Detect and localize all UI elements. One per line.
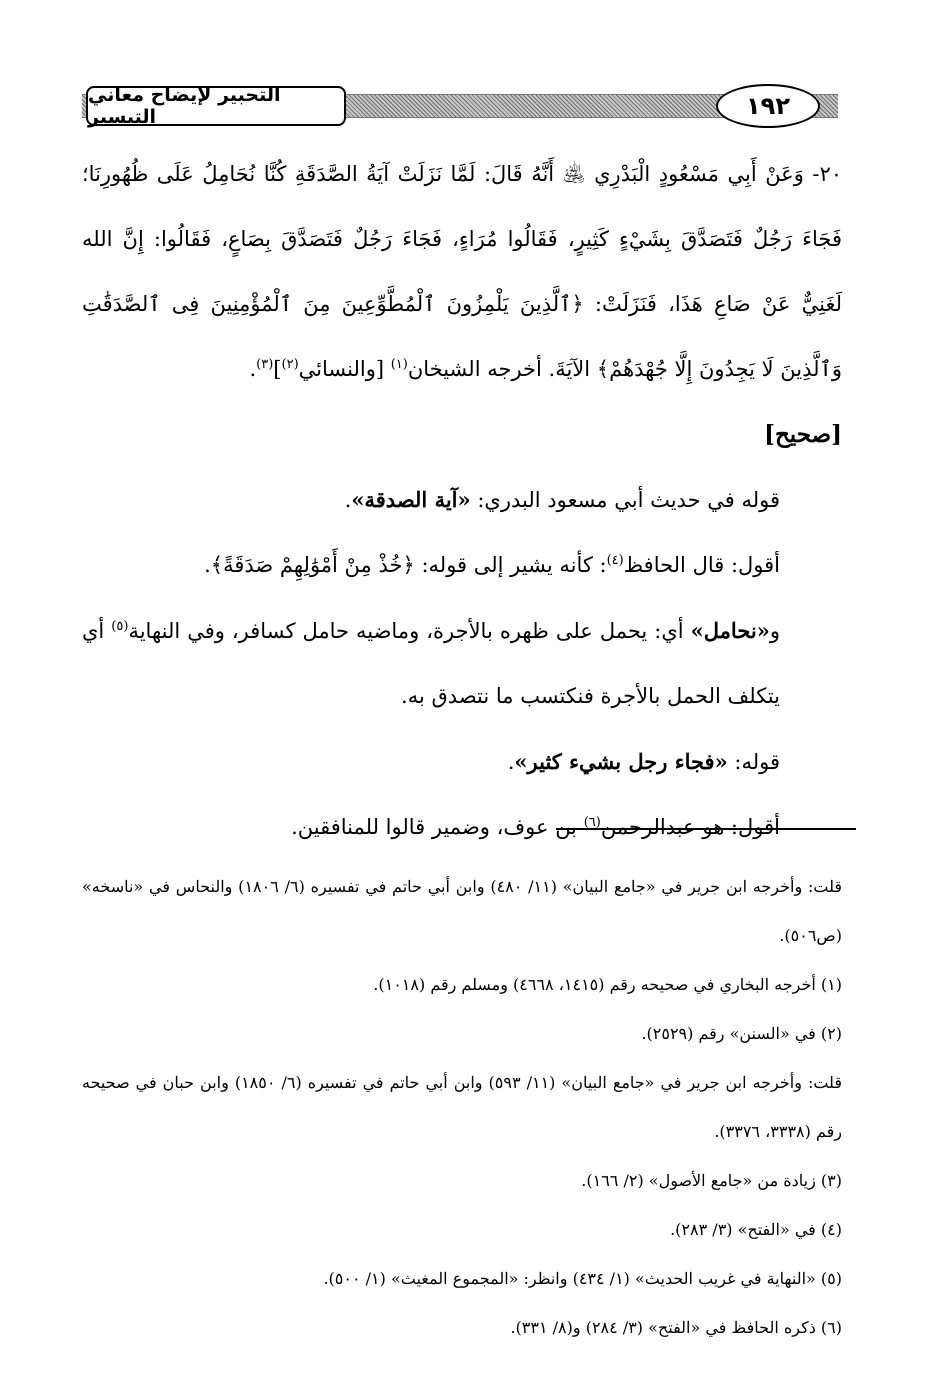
footnote: (١) أخرجه البخاري في صحيحه رقم (١٤١٥، ٤٦٦٨) ومسلم رقم (١٠١٨). [373, 975, 842, 994]
commentary-paragraph [82, 598, 842, 729]
grade-label: [صحيح] [764, 421, 842, 448]
commentary-paragraph [82, 467, 842, 533]
hadith-text-3: ] [273, 357, 282, 381]
commentary-text: : كأنه يشير إلى قوله: ﴿خُذْ مِنْ أَمْوَٰلِهِمْ صَدَقَةً﴾. [204, 553, 607, 577]
book-title: التحبير لإيضاح معاني التيسير [86, 86, 346, 126]
footnote-separator [556, 828, 856, 830]
footnote: (٥) «النهاية في غريب الحديث» (١/ ٤٣٤) وانظر: «المجموع المغيث» (١/ ٥٠٠). [323, 1269, 842, 1288]
commentary-text: قوله في حديث أبي مسعود البدري: [470, 488, 780, 512]
footnote-ref: (٣) [256, 357, 274, 372]
hadith-text: ٢٠- وَعَنْ أَبِي مَسْعُودٍ الْبَدْرِي ﵁ أَنَّهُ قَالَ: لَمَّا نَزَلَتْ آيَةُ الصَّدَقَةِ كُنَّا نُحَامِلُ عَلَى ظُهُورِنَا؛ فَجَاءَ رَجُلٌ فَتَصَدَّقَ بِشَيْءٍ كَثِيرٍ، فَقَالُوا مُرَاءٍ، فَجَاءَ رَجُلٌ فَتَصَدَّقَ بِصَاعٍ، فَقَالُوا: إِنَّ الله لَغَنِيٌّ عَنْ صَاعِ هَذَا، فَنَزَلَتْ: ﴿ٱلَّذِينَ يَلْمِزُونَ ٱلْمُطَّوِّعِينَ مِنَ ٱلْمُؤْمِنِينَ فِى ٱلصَّدَقَٰتِ وَٱلَّذِينَ لَا يَجِدُونَ إِلَّا جُهْدَهُمْ﴾ الآيَةَ. أخرجه الشيخان [82, 162, 842, 381]
footnote: قلت: وأخرجه ابن جرير في «جامع البيان» (١١/ ٥٩٣) وابن أبي حاتم في تفسيره (٦/ ١٨٥٠) وابن حبان في صحيحه رقم (٣٣٣٨، ٣٣٧٦). [82, 1073, 842, 1141]
quoted-phrase: «نحامل» [690, 618, 770, 643]
footnote-ref: (٤) [606, 553, 624, 568]
footnote-ref: (١) [390, 357, 408, 372]
hadith-paragraph [82, 142, 842, 402]
hadith-text-4: . [249, 357, 257, 381]
footnote: (٤) في «الفتح» (٣/ ٢٨٣). [670, 1220, 842, 1239]
commentary-paragraph [82, 729, 842, 795]
commentary-text: أي يتكلف الحمل بالأجرة فنكتسب ما نتصدق به. [82, 619, 780, 708]
footnotes [82, 862, 842, 1352]
commentary-text: أي: يحمل على ظهره بالأجرة، وماضيه حامل كسافر، وفي النهاية [128, 619, 691, 643]
hadith-text-2: [والنسائي [298, 357, 391, 381]
commentary-text: أقول: قال الحافظ [623, 553, 780, 577]
commentary-text: و [769, 619, 781, 643]
footnote-ref: (٥) [111, 619, 129, 634]
footnote-ref: (٦) [583, 815, 601, 830]
footnote-ref: (٢) [281, 357, 299, 372]
commentary-text: . [344, 488, 352, 512]
footnote: (٣) زيادة من «جامع الأصول» (٢/ ١٦٦). [581, 1171, 842, 1190]
commentary-text: . [507, 750, 515, 774]
footnote: قلت: وأخرجه ابن جرير في «جامع البيان» (١١/ ٤٨٠) وابن أبي حاتم في تفسيره (٦/ ١٨٠٦) والنحاس في «ناسخه» (ص٥٠٦). [82, 877, 843, 945]
commentary-text: أقول: هو عبدالرحمن [600, 815, 780, 839]
footnote: (٢) في «السنن» رقم (٢٥٢٩). [641, 1024, 842, 1043]
commentary-text: قوله: [727, 750, 780, 774]
quoted-phrase: «فجاء رجل بشيء كثير» [514, 749, 728, 774]
main-text [82, 142, 842, 860]
page-header [82, 84, 838, 130]
quoted-phrase: «آية الصدقة» [351, 487, 471, 512]
commentary-paragraph [82, 533, 842, 598]
commentary-text: بن عوف، وضمير قالوا للمنافقين. [291, 815, 584, 839]
footnote: (٦) ذكره الحافظ في «الفتح» (٣/ ٢٨٤) و(٨/ ٣٣١). [510, 1318, 842, 1337]
page-number: ١٩٢ [716, 84, 820, 128]
